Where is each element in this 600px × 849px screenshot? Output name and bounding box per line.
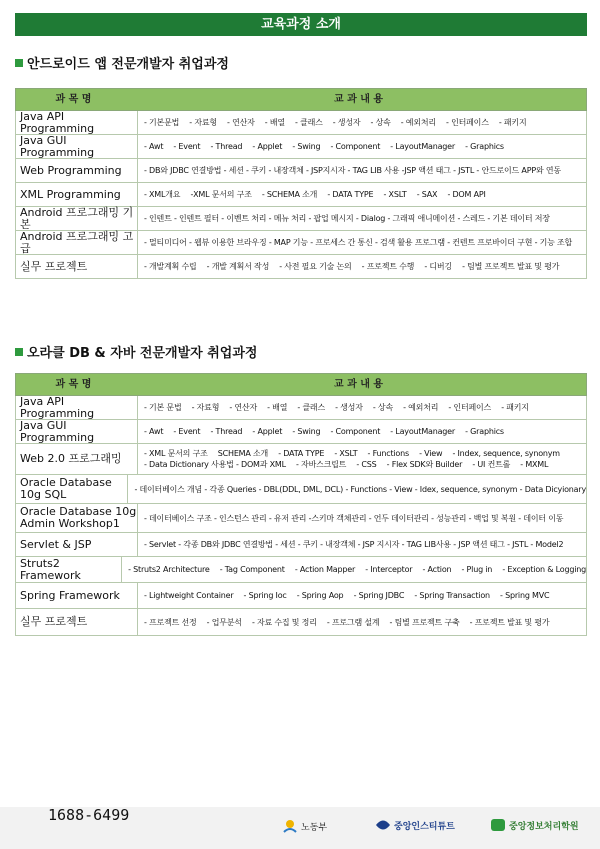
subject-content (138, 135, 586, 158)
table-row (15, 420, 587, 444)
content-line: - Lightweight Container - Spring Ioc - Spring Aop - Spring JDBC - Spring Transaction - Spring MVC (144, 591, 550, 600)
content-line: - 기본문법 - 자료형 - 연산자 - 배열 - 클래스 - 생성자 - 상속 - 예외처리 - 인터페이스 - 패키지 (144, 118, 527, 127)
page-header (15, 13, 587, 36)
subject-name: Java GUI Programming (16, 420, 138, 443)
content-line: - Awt - Event - Thread - Applet - Swing - Component - LayoutManager - Graphics (144, 427, 504, 436)
subject-name: Java API Programming (16, 111, 138, 134)
subject-content (128, 475, 586, 503)
table-row (15, 557, 587, 583)
table-row (15, 231, 587, 255)
subject-content (138, 396, 586, 419)
table-row (15, 135, 587, 159)
table-row (15, 183, 587, 207)
bullet-square-icon (15, 348, 23, 356)
subject-content (138, 420, 586, 443)
table-row (15, 207, 587, 231)
content-line: - 인텐트 - 인텐트 필터 - 이벤트 처리 - 메뉴 처리 - 팝업 메시지 - Dialog - 그래픽 애니메이션 - 스레드 - 기본 데이터 저장 (144, 214, 550, 223)
page-title: 교육과정 소개 (261, 17, 341, 32)
table-row (15, 396, 587, 420)
subject-name: Web 2.0 프로그래밍 (16, 444, 138, 474)
logo-ministry-of-labor: 노동부 (282, 818, 327, 834)
subject-name: Java GUI Programming (16, 135, 138, 158)
table-row (15, 255, 587, 279)
col-subject-header: 과 목 명 (55, 379, 92, 390)
subject-name: Servlet & JSP (16, 533, 138, 556)
content-line: - 프로젝트 선정 - 업무분석 - 자료 수집 및 정리 - 프로그램 설계 - 팀별 프로젝트 구축 - 프로젝트 발표 및 평가 (144, 617, 550, 627)
academy-logo-icon (490, 818, 506, 832)
subject-name: 실무 프로젝트 (16, 255, 138, 278)
table-row (15, 583, 587, 609)
curriculum-table-android (15, 88, 587, 279)
section1-title: 안드로이드 앱 전문개발자 취업과정 (15, 55, 229, 75)
subject-content (138, 207, 586, 230)
subject-name: Oracle Database 10g SQL (16, 475, 128, 503)
subject-content (122, 557, 586, 582)
subject-content (138, 504, 586, 532)
table-row (15, 111, 587, 135)
subject-name: Oracle Database 10g Admin Workshop1 (16, 504, 138, 532)
curriculum-table-oracle (15, 373, 587, 636)
content-line: - Struts2 Architecture - Tag Component - Action Mapper - Interceptor - Action - Plug in - Exception & Logging (128, 565, 586, 574)
subject-name: Spring Framework (16, 583, 138, 608)
table-row (15, 533, 587, 557)
subject-name: 실무 프로젝트 (16, 609, 138, 635)
subject-content (138, 609, 586, 635)
table-row (15, 609, 587, 636)
ministry-emblem-icon (282, 818, 298, 834)
content-line: - 데이터베이스 구조 - 인스턴스 관리 - 유저 관리 -스키마 객체관리 - 언두 데이터관리 - 성능관리 - 백업 및 복원 - 데이터 이동 (144, 513, 564, 523)
subject-name: Web Programming (16, 159, 138, 182)
table-row (15, 475, 587, 504)
subject-content (138, 255, 586, 278)
subject-content (138, 183, 586, 206)
content-line: - 멀티미디어 - 웹뷰 이용한 브라우징 - MAP 기능 - 프로세스 간 통신 - 검색 활용 프로그램 - 컨텐트 프로바이더 구현 - 기능 조합 (144, 238, 573, 247)
bullet-square-icon (15, 59, 23, 67)
subject-name: Android 프로그래밍 고급 (16, 231, 138, 254)
subject-name: Android 프로그래밍 기본 (16, 207, 138, 230)
content-line: - 데이터베이스 개념 - 각종 Queries - DBL(DDL, DML, DCL) - Functions - View - Idex, sequence, synonym - Data Dicyionary (134, 484, 586, 494)
logo-joongang-institute: 중앙인스티튜트 (375, 818, 455, 832)
subject-content (138, 159, 586, 182)
table-row (15, 504, 587, 533)
content-line: - XML 문서의 구조 SCHEMA 소개 - DATA TYPE - XSLT - Functions - View - Index, sequence, synonym (144, 449, 560, 458)
subject-content (138, 444, 586, 474)
subject-content (138, 111, 586, 134)
col-content-header: 교 과 내 용 (333, 94, 384, 105)
content-line: - XML개요 -XML 문서의 구조 - SCHEMA 소개 - DATA TYPE - XSLT - SAX - DOM API (144, 190, 486, 199)
table-header (15, 373, 587, 396)
content-line: - Data Dictionary 사용법 - DOM과 XML - 자바스크립트 - CSS - Flex SDK와 Builder - UI 컨트롤 - MXML (144, 460, 549, 469)
subject-name: Struts2 Framework (16, 557, 122, 582)
subject-content (138, 583, 586, 608)
subject-name: XML Programming (16, 183, 138, 206)
subject-content (138, 231, 586, 254)
table-header (15, 88, 587, 111)
subject-name: Java API Programming (16, 396, 138, 419)
content-line: - 개발계획 수립 - 개발 계획서 작성 - 사전 필요 기술 논의 - 프로젝트 수행 - 디버깅 - 팀별 프로젝트 발표 및 평가 (144, 262, 560, 271)
content-line: - Servlet - 각종 DB와 JDBC 연결방법 - 세션 - 쿠키 - 내장객체 - JSP 지시자 - TAG LIB사용 - JSP 액션 태그 - JSTL - Model2 (144, 540, 564, 549)
table-row (15, 159, 587, 183)
content-line: - Awt - Event - Thread - Applet - Swing - Component - LayoutManager - Graphics (144, 142, 504, 151)
col-content-header: 교 과 내 용 (333, 379, 384, 390)
table-row (15, 444, 587, 475)
phone-number: 1688-6499 (48, 806, 130, 824)
section2-title: 오라클 DB & 자바 전문개발자 취업과정 (15, 344, 257, 364)
content-line: - DB와 JDBC 연결방법 - 세션 - 쿠키 - 내장객체 - JSP지시자 - TAG LIB 사용 -JSP 액션 태그 - JSTL - 안드로이드 APP와 연동 (144, 166, 561, 175)
institute-logo-icon (375, 818, 391, 832)
col-subject-header: 과 목 명 (55, 94, 92, 105)
logo-joongang-academy: 중앙정보처리학원 (490, 818, 579, 832)
subject-content (138, 533, 586, 556)
content-line: - 기본 문법 - 자료형 - 연산자 - 배열 - 클래스 - 생성자 - 상속 - 예외처리 - 인터페이스 - 패키지 (144, 403, 529, 412)
